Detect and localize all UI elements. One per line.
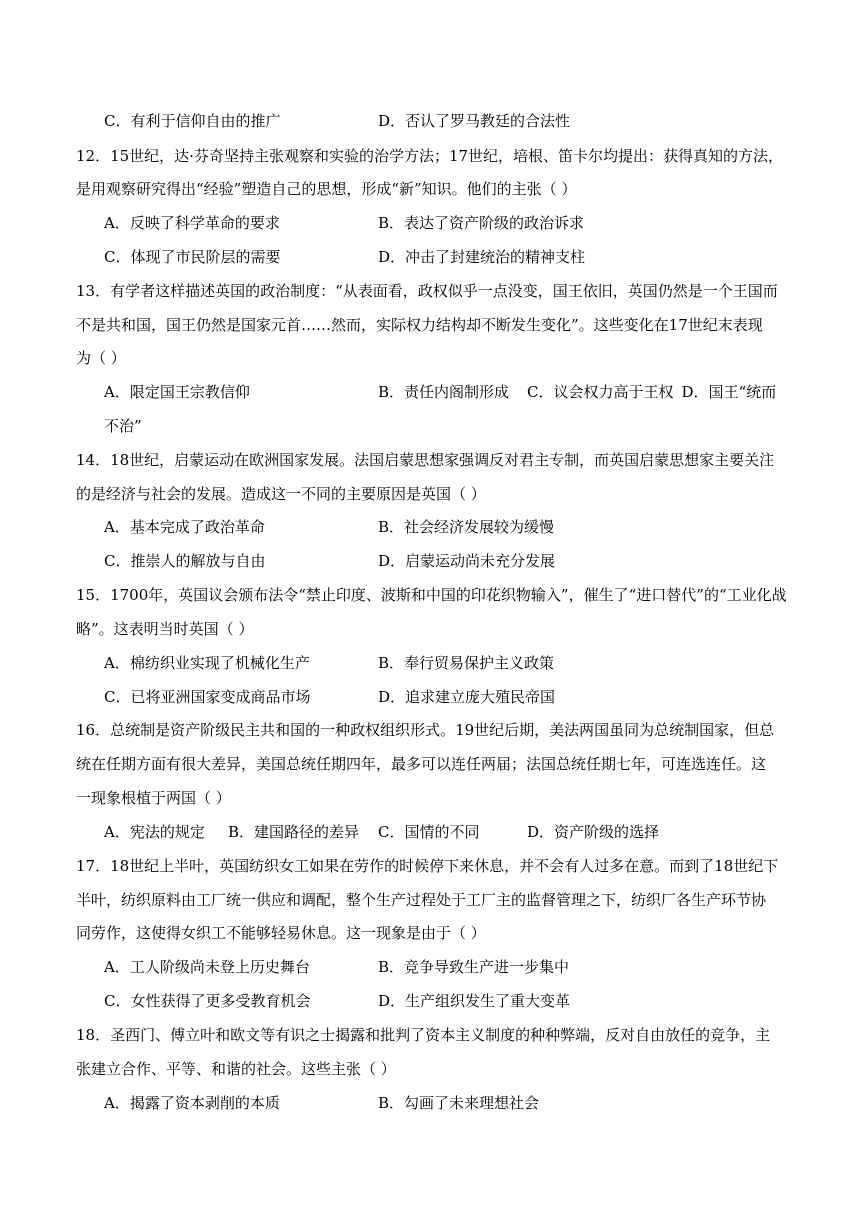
q11-option-c: C．有利于信仰自由的推广: [104, 112, 281, 130]
q16-stem-line-3: 一现象根植于两国（ ）: [76, 789, 231, 807]
q13-option-b: B．责任内阁制形成: [378, 383, 510, 401]
q13-option-d: D．国王“统而: [681, 383, 777, 401]
q15-option-b: B．奉行贸易保护主义政策: [378, 654, 555, 672]
q12-option-c: C．体现了市民阶层的需要: [104, 248, 281, 266]
q14-option-b: B．社会经济发展较为缓慢: [378, 518, 555, 536]
q12-option-a: A．反映了科学革命的要求: [104, 214, 280, 232]
q11-option-d: D．否认了罗马教廷的合法性: [378, 112, 571, 130]
q18-option-b: B．勾画了未来理想社会: [378, 1094, 540, 1112]
q15-stem-line-2: 略”。这表明当时英国（ ）: [76, 620, 254, 638]
q16-option-c: C．国情的不同: [378, 823, 480, 841]
q16-option-a: A．宪法的规定: [104, 823, 205, 841]
q12-stem-line-2: 是用观察研究得出“经验”塑造自己的思想，形成“新”知识。他们的主张（ ）: [76, 180, 577, 198]
q14-option-a: A．基本完成了政治革命: [104, 518, 265, 536]
q13-stem-line-2: 不是共和国，国王仍然是国家元首……然而，实际权力结构却不断发生变化”。这些变化在17世纪末表现: [76, 316, 763, 334]
q15-option-c: C．已将亚洲国家变成商品市场: [104, 688, 311, 706]
q13-option-c: C．议会权力高于王权: [527, 383, 674, 401]
q15-stem-line-1: 15．1700年，英国议会颁布法令“禁止印度、波斯和中国的印花织物输入”，催生了“进口替代”的“工业化战: [76, 586, 787, 604]
q16-option-b: B．建国路径的差异: [228, 823, 360, 841]
q14-stem-line-2: 的是经济与社会的发展。造成这一不同的主要原因是英国（ ）: [76, 485, 486, 503]
q15-option-a: A．棉纺织业实现了机械化生产: [104, 654, 310, 672]
q17-option-a: A．工人阶级尚未登上历史舞台: [104, 958, 310, 976]
q17-option-c: C．女性获得了更多受教育机会: [104, 992, 311, 1010]
q13-options-bcd-row: [378, 382, 776, 402]
q18-option-a: A．揭露了资本剥削的本质: [104, 1094, 280, 1112]
q12-option-b: B．表达了资产阶级的政治诉求: [378, 214, 585, 232]
q12-stem-line-1: 12．15世纪，达·芬奇坚持主张观察和实验的治学方法；17世纪，培根、笛卡尔均提出：获得真知的方法，: [76, 147, 784, 165]
q17-stem-line-3: 同劳作，这使得女织工不能够轻易休息。这一现象是由于（ ）: [76, 924, 486, 942]
q15-option-d: D．追求建立庞大殖民帝国: [378, 688, 556, 706]
q13-stem-line-1: 13．有学者这样描述英国的政治制度：“从表面看，政权似乎一点没变，国王依旧，英国仍然是一个王国而: [76, 282, 778, 300]
q16-stem-line-1: 16．总统制是资产阶级民主共和国的一种政权组织形式。19世纪后期，美法两国虽同为总统制国家，但总: [76, 721, 775, 739]
q13-option-a: A．限定国王宗教信仰: [104, 383, 250, 401]
q14-option-d: D．启蒙运动尚未充分发展: [378, 552, 556, 570]
q16-stem-line-2: 统在任期方面有很大差异，美国总统任期四年，最多可以连任两届；法国总统任期七年，可连选连任。这: [76, 755, 767, 773]
q12-option-d: D．冲击了封建统治的精神支柱: [378, 248, 586, 266]
q18-stem-line-1: 18．圣西门、傅立叶和欧文等有识之士揭露和批判了资本主义制度的种种弊端，反对自由放任的竞争，主: [76, 1026, 771, 1044]
q17-stem-line-2: 半叶，纺织原料由工厂统一供应和调配，整个生产过程处于工厂主的监督管理之下，纺织厂各生产环节协: [76, 891, 767, 909]
q13-stem-line-3: 为（ ）: [76, 349, 126, 367]
q17-stem-line-1: 17．18世纪上半叶，英国纺织女工如果在劳作的时候停下来休息，并不会有人过多在意。而到了18世纪下: [76, 857, 779, 875]
q14-option-c: C．推崇人的解放与自由: [104, 552, 266, 570]
q13-option-d-continued: 不治”: [104, 417, 142, 435]
q18-stem-line-2: 张建立合作、平等、和谐的社会。这些主张（ ）: [76, 1060, 396, 1078]
q16-option-d: D．资产阶级的选择: [527, 823, 660, 841]
q17-option-d: D．生产组织发生了重大变革: [378, 992, 571, 1010]
q14-stem-line-1: 14．18世纪，启蒙运动在欧洲国家发展。法国启蒙思想家强调反对君主专制，而英国启蒙思想家主要关注: [76, 451, 775, 469]
q17-option-b: B．竞争导致生产进一步集中: [378, 958, 570, 976]
